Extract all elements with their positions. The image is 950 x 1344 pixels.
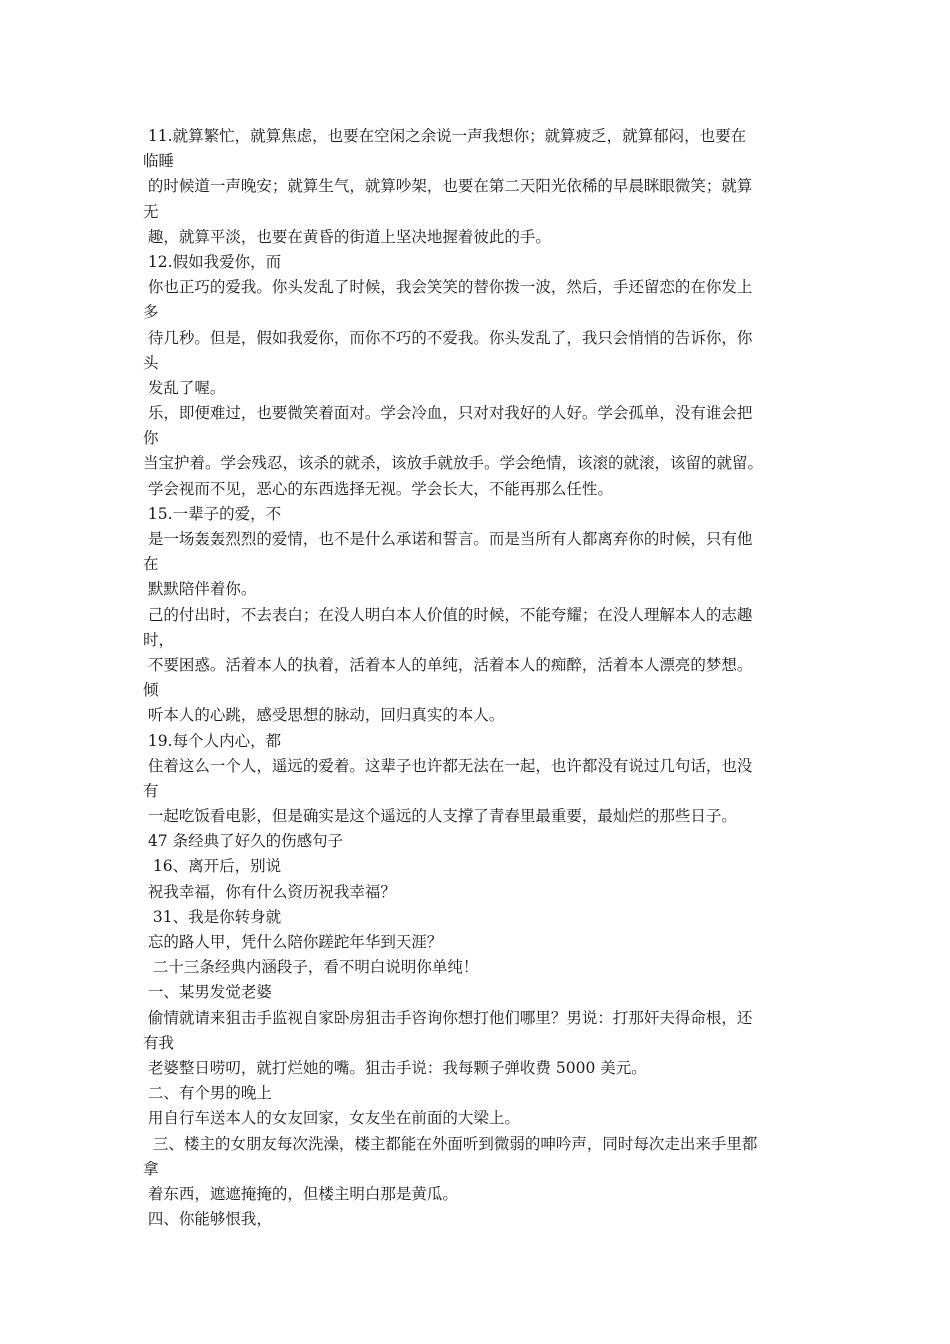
text-line: 47 条经典了好久的伤感句子 bbox=[143, 832, 344, 851]
text-line: 乐，即便难过，也要微笑着面对。学会冷血，只对对我好的人好。学会孤单，没有谁会把 bbox=[143, 404, 753, 423]
text-line: 倾 bbox=[143, 681, 159, 700]
text-line: 祝我幸福，你有什么资历祝我幸福？ bbox=[143, 882, 396, 901]
text-line: 三、楼主的女朋友每次洗澡，楼主都能在外面听到微弱的呻吟声，同时每次走出来手里都 bbox=[143, 1134, 758, 1153]
text-line: 的时候道一声晚安；就算生气，就算吵架，也要在第二天阳光依稀的早晨眯眼微笑；就算 bbox=[143, 177, 753, 196]
text-line: 不要困惑。活着本人的执着，活着本人的单纯，活着本人的痴醉，活着本人漂亮的梦想。 bbox=[143, 655, 753, 674]
text-line: 你 bbox=[143, 429, 159, 448]
text-line: 趣，就算平淡，也要在黄昏的街道上坚决地握着彼此的手。 bbox=[143, 227, 551, 246]
text-line: 有 bbox=[143, 781, 159, 800]
text-line: 11.就算繁忙，就算焦虑，也要在空闲之余说一声我想你；就算疲乏，就算郁闷，也要在 bbox=[143, 127, 747, 145]
text-line: 一、某男发觉老婆 bbox=[143, 983, 272, 1002]
text-line: 无 bbox=[143, 202, 159, 221]
document-body bbox=[143, 124, 813, 1232]
text-line: 19.每个人内心，都 bbox=[143, 731, 282, 750]
text-line: 二、有个男的晚上 bbox=[143, 1084, 272, 1103]
text-line: 默默陪伴着你。 bbox=[143, 580, 257, 599]
text-line: 住着这么一个人，遥远的爱着。这辈子也许都无法在一起，也许都没有说过几句话，也没 bbox=[143, 756, 753, 775]
text-line: 有我 bbox=[143, 1033, 175, 1052]
text-line: 多 bbox=[143, 303, 159, 322]
text-line: 在 bbox=[143, 555, 159, 574]
text-line: 着东西，遮遮掩掩的，但楼主明白那是黄瓜。 bbox=[143, 1184, 458, 1203]
text-line: 是一场轰轰烈烈的爱情，也不是什么承诺和誓言。而是当所有人都离弃你的时候，只有他 bbox=[143, 530, 753, 548]
text-line: 忘的路人甲，凭什么陪你蹉跎年华到天涯？ bbox=[143, 933, 443, 951]
text-line: 偷情就请来狙击手监视自家卧房狙击手咨询你想打他们哪里？男说：打那奸夫得命根，还 bbox=[143, 1008, 753, 1027]
text-line: 31、我是你转身就 bbox=[143, 907, 282, 926]
text-line: 听本人的心跳，感受思想的脉动，回归真实的本人。 bbox=[143, 706, 505, 725]
text-line: 16、离开后，别说 bbox=[143, 857, 282, 876]
text-line: 一起吃饭看电影，但是确实是这个遥远的人支撑了青春里最重要，最灿烂的那些日子。 bbox=[143, 807, 737, 826]
text-line: 临睡 bbox=[143, 152, 175, 171]
text-line: 用自行车送本人的女友回家，女友坐在前面的大梁上。 bbox=[143, 1109, 520, 1128]
text-line: 己的付出时，不去表白；在没人明白本人价值的时候，不能夸耀；在没人理解本人的志趣 bbox=[143, 605, 753, 624]
text-line: 你也正巧的爱我。你头发乱了时候，我会笑笑的替你拨一波，然后，手还留恋的在你发上 bbox=[143, 278, 753, 297]
text-line: 发乱了喔。 bbox=[143, 378, 226, 397]
text-line: 四、你能够恨我， bbox=[143, 1210, 272, 1229]
text-line: 12.假如我爱你，而 bbox=[143, 252, 282, 271]
text-line: 二十三条经典内涵段子，看不明白说明你单纯！ bbox=[143, 958, 479, 977]
text-line: 15.一辈子的爱，不 bbox=[143, 504, 282, 523]
text-line: 时， bbox=[143, 630, 175, 649]
text-line: 老婆整日唠叨，就打烂她的嘴。狙击手说：我每颗子弹收费 5000 美元。 bbox=[143, 1058, 647, 1077]
text-line: 头 bbox=[143, 353, 159, 372]
text-line: 拿 bbox=[143, 1159, 159, 1178]
text-line: 学会视而不见，恶心的东西选择无视。学会长大，不能再那么任性。 bbox=[143, 479, 613, 498]
text-line: 待几秒。但是，假如我爱你，而你不巧的不爱我。你头发乱了，我只会悄悄的告诉你，你 bbox=[143, 328, 753, 347]
text-line: 当宝护着。学会残忍，该杀的就杀，该放手就放手。学会绝情，该滚的就滚，该留的就留。 bbox=[143, 454, 764, 473]
